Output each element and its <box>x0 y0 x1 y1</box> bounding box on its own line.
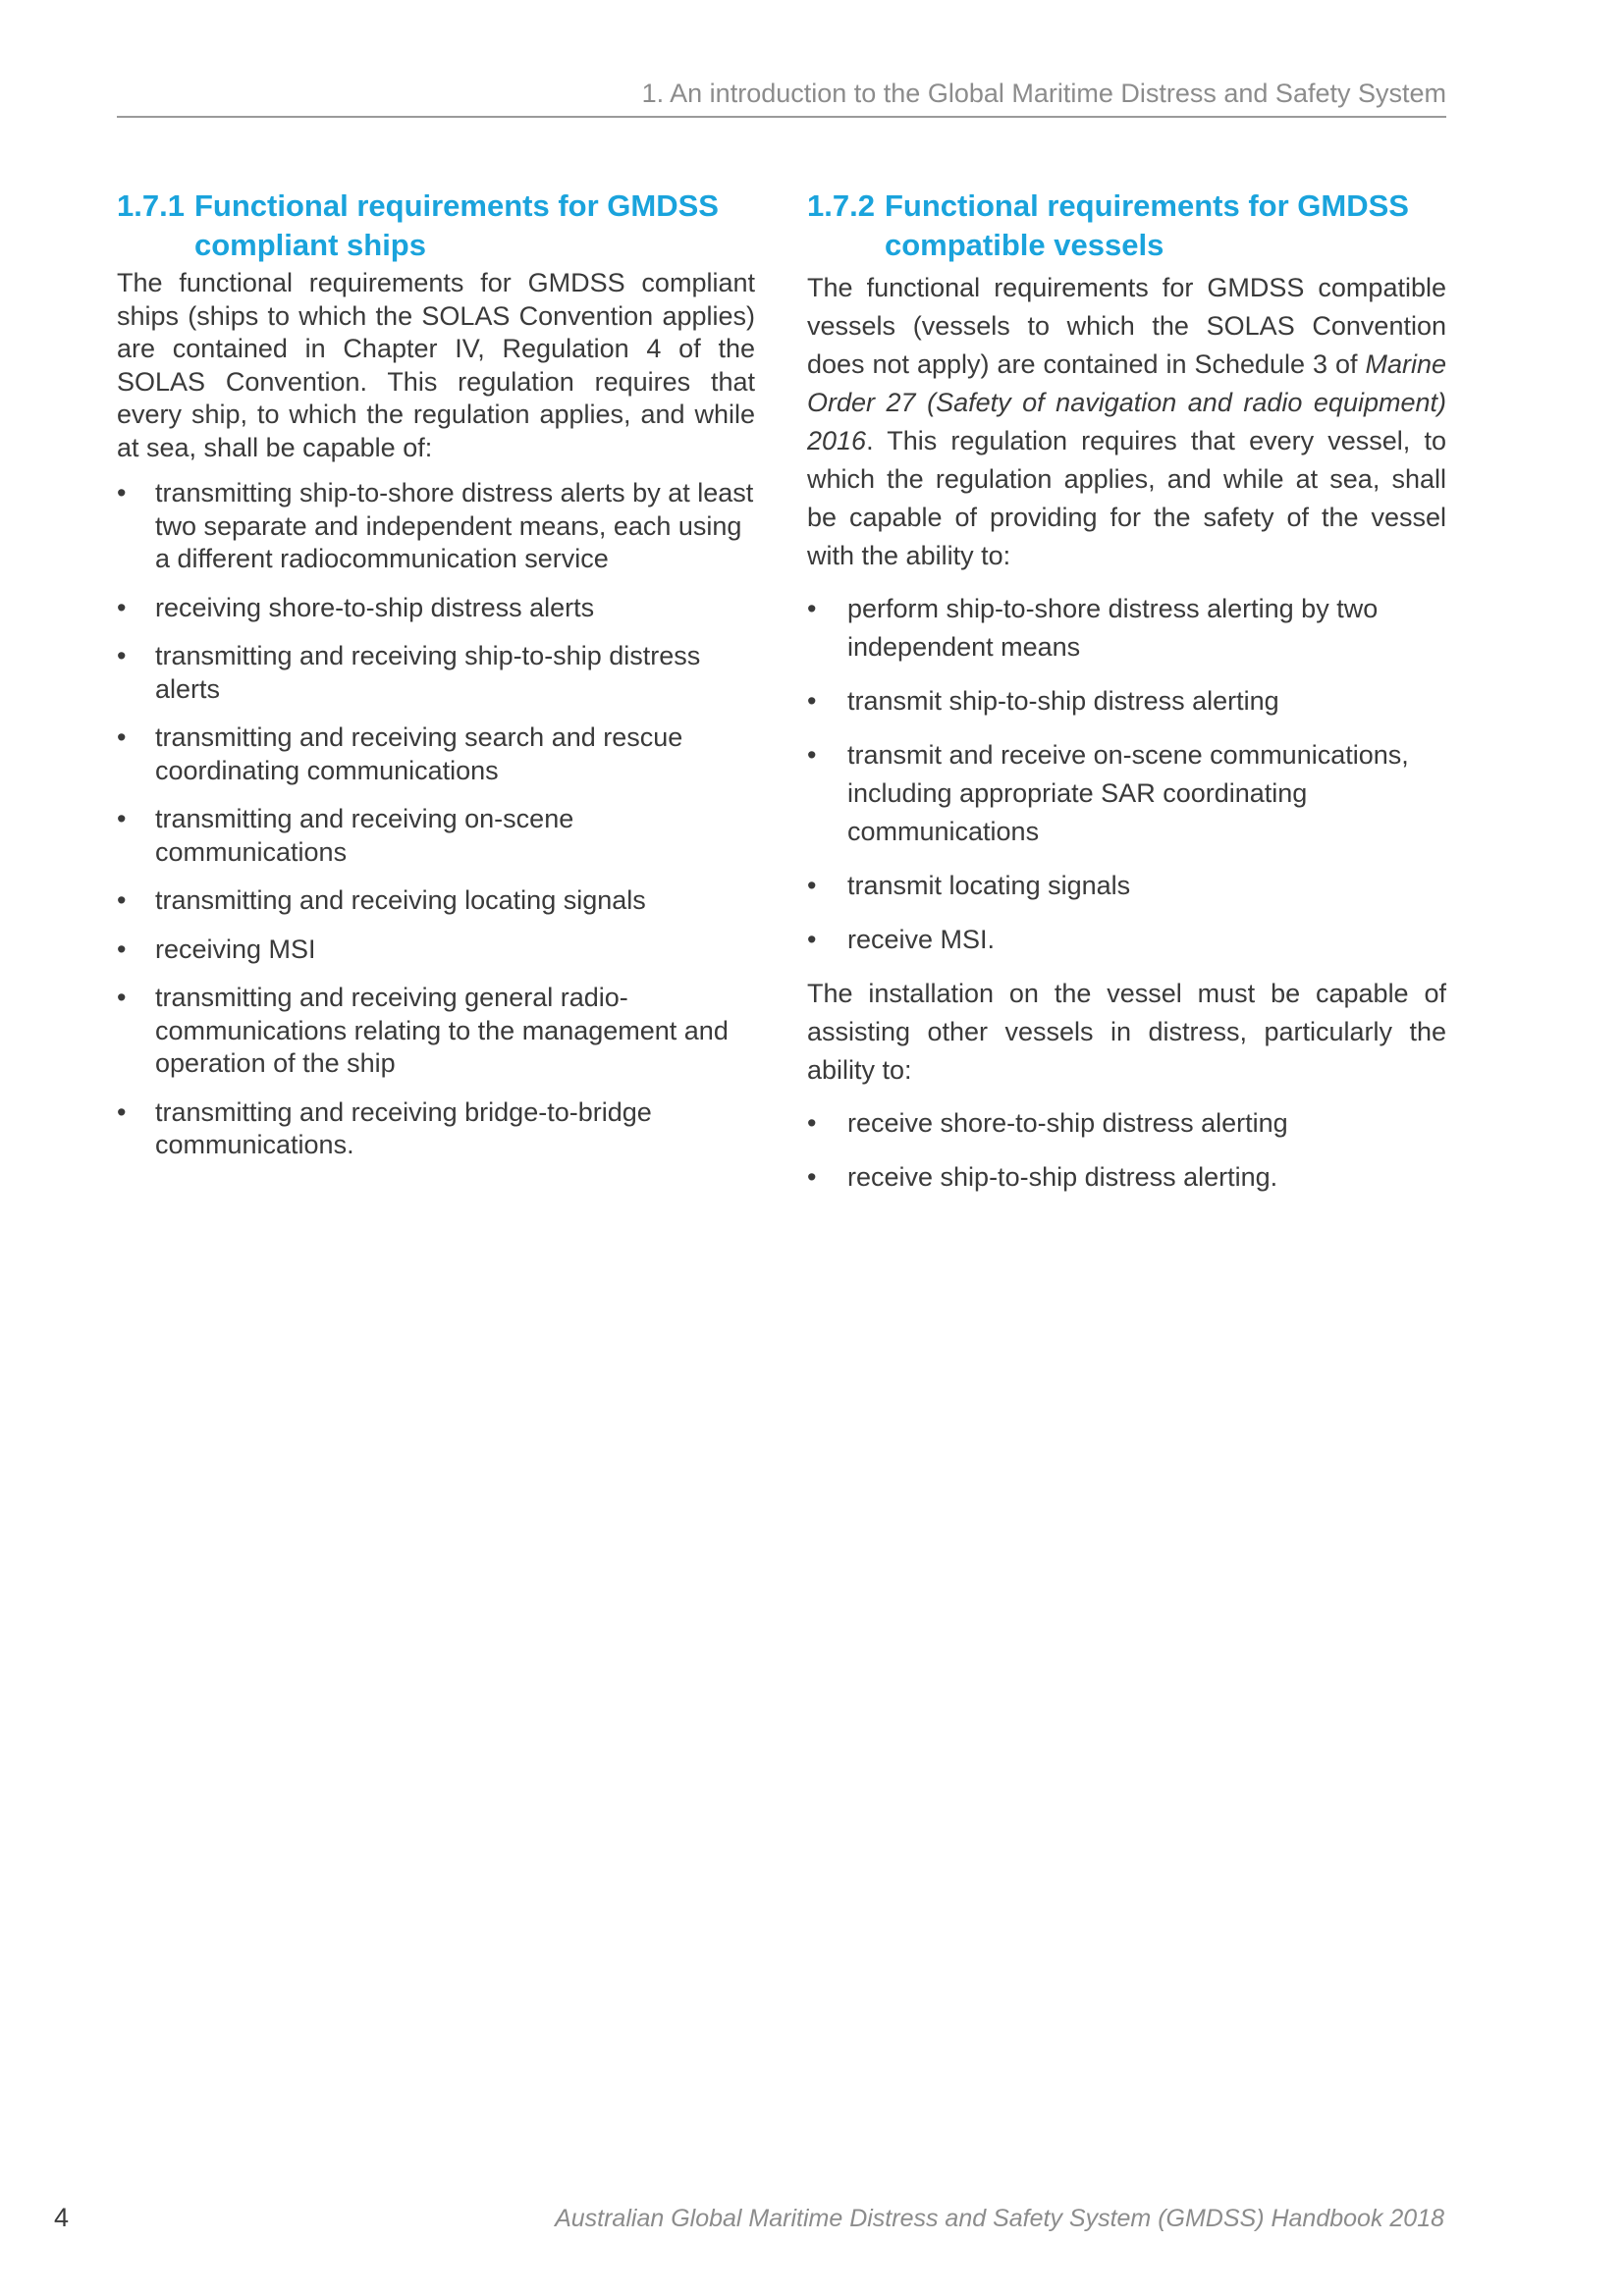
assistance-list <box>807 1104 1446 1197</box>
intro-text-end: . This regulation requires that every vessel, to which the regulation applies, and while at sea, shall be capable of providing for the safety of the vessel with the ability to: <box>807 426 1446 570</box>
list-item: • transmitting and receiving ship-to-ship distress alerts <box>117 640 755 706</box>
list-item: • transmit ship-to-ship distress alerting <box>807 682 1446 721</box>
list-item: • transmitting and receiving on-scene communications <box>117 803 755 869</box>
running-header: 1. An introduction to the Global Maritime Distress and Safety System <box>641 79 1446 108</box>
intro-text-start: The functional requirements for GMDSS compatible vessels (vessels to which the SOLAS Convention does not apply) are contained in Schedule 3 of <box>807 273 1446 379</box>
intro-paragraph: The functional requirements for GMDSS compliant ships (ships to which the SOLAS Convention applies) are contained in Chapter IV, Regulation 4 of the SOLAS Convention. This regulation requires that every ship, to which the regulation applies, and while at sea, shall be capable of: <box>117 268 755 462</box>
footer-publication-title: Australian Global Maritime Distress and Safety System (GMDSS) Handbook 2018 <box>555 2205 1444 2232</box>
list-item: • receive MSI. <box>807 921 1446 959</box>
page-number: 4 <box>54 2203 70 2232</box>
section-number: 1.7.1 <box>117 188 185 223</box>
section-title: Functional requirements for GMDSS compliant ships <box>194 188 719 262</box>
marine-order-reference: Marine Order 27 (Safety of navigation and radio equipment) 2016 <box>807 349 1446 455</box>
left-column <box>117 187 755 1178</box>
list-item: • perform ship-to-shore distress alerting by two independent means <box>807 590 1446 667</box>
list-item: • receive ship-to-ship distress alerting. <box>807 1158 1446 1197</box>
list-item: • transmitting and receiving general radio-communications relating to the management and operation of the ship <box>117 982 755 1081</box>
requirements-list <box>807 590 1446 959</box>
list-item: • transmit locating signals <box>807 867 1446 905</box>
requirements-list <box>117 477 755 1162</box>
list-item: • transmitting and receiving locating signals <box>117 884 755 918</box>
right-column <box>807 187 1446 1212</box>
list-item: • transmitting and receiving search and rescue coordinating communications <box>117 721 755 787</box>
section-heading-1-7-2 <box>807 187 1446 265</box>
list-item: • transmit and receive on-scene communications, including appropriate SAR coordinating communications <box>807 736 1446 851</box>
section-number: 1.7.2 <box>807 188 875 223</box>
section-heading-1-7-1 <box>117 187 755 265</box>
list-item: • transmitting ship-to-shore distress alerts by at least two separate and independent means, each using a different radiocommunication service <box>117 477 755 576</box>
intro-paragraph <box>807 269 1446 575</box>
section-title: Functional requirements for GMDSS compatible vessels <box>885 188 1409 262</box>
assistance-paragraph: The installation on the vessel must be capable of assisting other vessels in distress, particularly the ability to: <box>807 979 1446 1085</box>
list-item: • transmitting and receiving bridge-to-bridge communications. <box>117 1096 755 1162</box>
list-item: • receiving shore-to-ship distress alerts <box>117 592 755 625</box>
list-item: • receiving MSI <box>117 934 755 967</box>
list-item: • receive shore-to-ship distress alerting <box>807 1104 1446 1143</box>
header-rule <box>117 116 1446 118</box>
